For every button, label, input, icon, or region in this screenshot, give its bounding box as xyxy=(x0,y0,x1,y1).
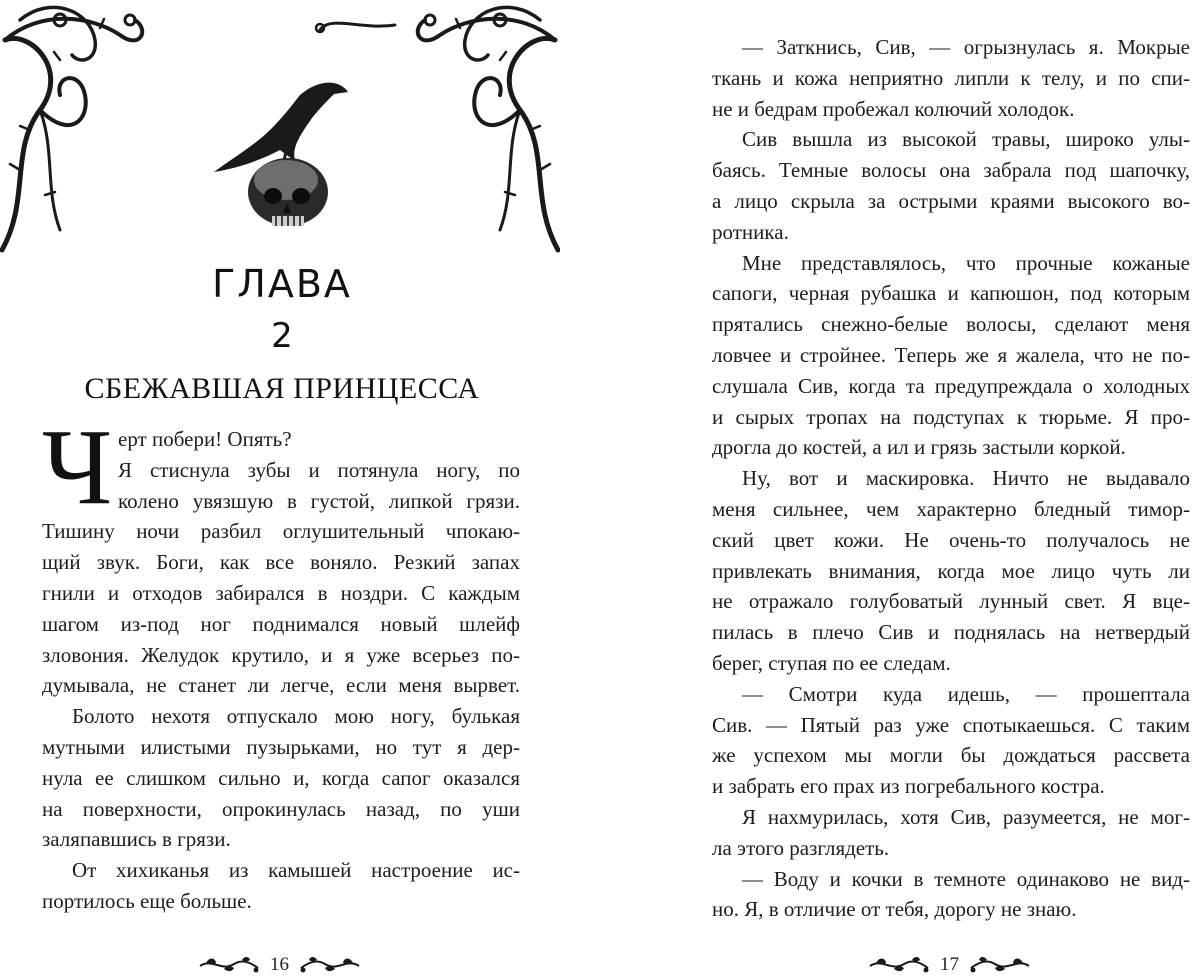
text-line: мутными илистыми пузырьками, но тут я дер- xyxy=(42,734,520,759)
text-line: баясь. Темные волосы она забрала под шапочку, xyxy=(712,158,1190,183)
page-number: 16 xyxy=(270,954,289,975)
text-line: Мне представлялось, что прочные кожаные xyxy=(742,250,1190,275)
text-line: сапоги, черная рубашка и капюшон, под которым xyxy=(712,281,1190,306)
text-line: Болото нехотя отпускало мою ногу, булькая xyxy=(72,704,520,729)
text-line: Я стиснула зубы и потянула ногу, по xyxy=(118,457,520,482)
leaf-flourish-icon xyxy=(969,954,1031,976)
text-line: ский цвет кожи. Не очень-то получалось не xyxy=(712,527,1190,552)
text-line: ерт побери! Опять? xyxy=(118,427,292,451)
text-line: и сырых тропах на подступах к тюрьме. Я про- xyxy=(712,404,1190,429)
page-footer-left xyxy=(198,950,361,976)
leaf-flourish-icon xyxy=(299,954,361,976)
text-line: От хихиканья из камышей настроение ис- xyxy=(72,858,520,883)
right-page-body xyxy=(712,32,1190,925)
text-line: прятались снежно-белые волосы, сделают меня xyxy=(712,312,1190,337)
text-line: дрогла до костей, а ил и грязь застыли коркой. xyxy=(712,435,1126,460)
text-line: ткань и кожа неприятно липли к телу, и по спи- xyxy=(712,65,1190,90)
text-line: нула ее слишком сильно и, когда сапог оказался xyxy=(42,765,520,790)
text-line: ла этого разглядеть. xyxy=(712,835,890,860)
text-line: зловония. Желудок крутило, и я уже всерьез по- xyxy=(42,642,520,667)
text-line: на поверхности, опрокинулась назад, по уши xyxy=(42,796,520,821)
text-line: пилась в плечо Сив и поднялась на нетвердый xyxy=(712,620,1190,645)
text-line: не отражало голубоватый лунный свет. Я вце- xyxy=(712,589,1190,614)
text-line: — Смотри куда идешь, — прошептала xyxy=(742,681,1190,706)
left-page xyxy=(0,0,580,976)
text-line: Я нахмурилась, хотя Сив, разумеется, не мог- xyxy=(742,804,1190,829)
page-footer-right xyxy=(868,950,1031,976)
text-line: берег, ступая по ее следам. xyxy=(712,650,951,675)
chapter-heading: ГЛАВА xyxy=(212,262,352,306)
left-page-body xyxy=(42,424,520,917)
text-line: и забрать его прах из погребального костра. xyxy=(712,774,1105,799)
text-line: гнили и отходов забирался в ноздри. С каждым xyxy=(42,580,520,605)
leaf-flourish-icon xyxy=(868,954,930,976)
drop-cap: Ч xyxy=(42,408,113,527)
text-line: щий звук. Боги, как все воняло. Резкий запах xyxy=(42,550,520,575)
right-page xyxy=(612,0,1192,976)
page-number: 17 xyxy=(940,954,959,975)
text-line: шагом из-под ног поднимался новый шлейф xyxy=(42,611,520,636)
raven-skull-vine-ornament-icon xyxy=(0,0,560,260)
text-line: слушала Сив, когда та предупреждала о холодных xyxy=(712,373,1190,398)
text-line: меня сильнее, чем характерно бледный тимор- xyxy=(712,496,1190,521)
leaf-flourish-icon xyxy=(198,954,260,976)
text-line: а лицо скрыла за острыми краями высокого во- xyxy=(712,188,1190,213)
text-line: думывала, не станет ли легче, если меня вырвет. xyxy=(42,673,520,698)
chapter-title: СБЕЖАВШАЯ ПРИНЦЕССА xyxy=(84,372,480,405)
text-line: привлекать внимания, когда мое лицо чуть ли xyxy=(712,558,1190,583)
text-line: но. Я, в отличие от тебя, дорогу не знаю. xyxy=(712,897,1077,922)
text-line: не и бедрам пробежал колючий холодок. xyxy=(712,96,1075,121)
text-line: Ну, вот и маскировка. Ничто не выдавало xyxy=(742,466,1190,491)
text-line: заляпавшись в грязи. xyxy=(42,827,231,852)
text-line: — Воду и кочки в темноте одинаково не вид- xyxy=(742,866,1190,891)
chapter-number: 2 xyxy=(271,316,293,356)
text-line: портилось еще больше. xyxy=(42,888,252,913)
text-line: колено увязшую в густой, липкой грязи. xyxy=(118,488,520,513)
text-line: Сив. — Пятый раз уже спотыкаешься. С таким xyxy=(712,712,1190,737)
text-line: Сив вышла из высокой травы, широко улы- xyxy=(742,127,1190,152)
text-line: ротника. xyxy=(712,219,789,244)
text-line: — Заткнись, Сив, — огрызнулась я. Мокрые xyxy=(742,35,1190,59)
text-line: Тишину ночи разбил оглушительный чпокаю- xyxy=(42,519,520,544)
text-line: ловчее и стройнее. Теперь же я жалела, что не по- xyxy=(712,342,1190,367)
text-line: же успехом мы могли бы дождаться рассвета xyxy=(712,743,1190,768)
